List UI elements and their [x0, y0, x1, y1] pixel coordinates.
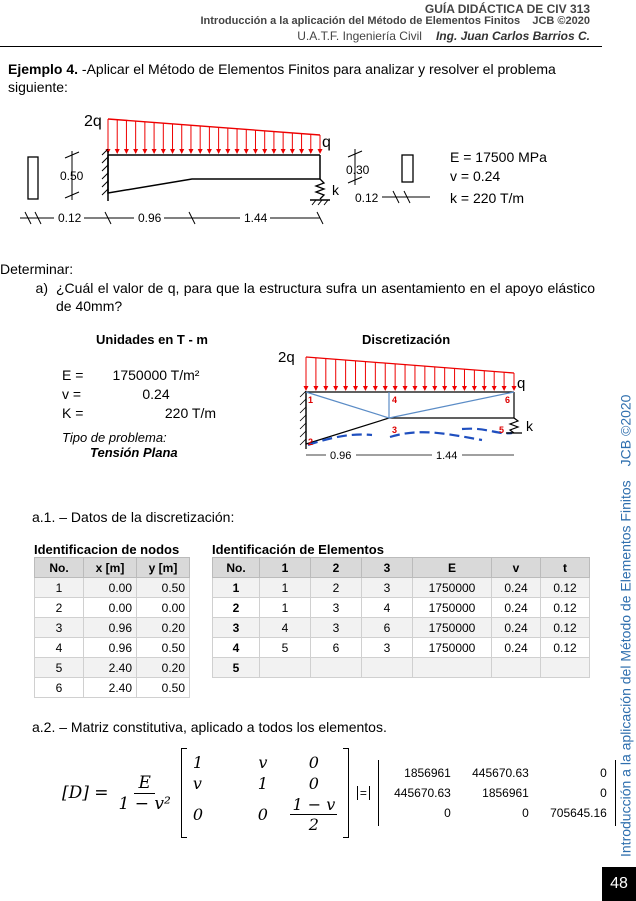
- element-cell: 1750000: [413, 598, 492, 618]
- element-cell: 0.12: [541, 598, 590, 618]
- element-cell: 0.24: [492, 638, 541, 658]
- element-cell: 1750000: [413, 618, 492, 638]
- problem-type-label: Tipo de problema:: [62, 430, 167, 445]
- unit-e-val: 1750000 T/m²: [112, 367, 200, 383]
- node-cell: 3: [35, 618, 84, 638]
- disc-load-arrow-head: [412, 386, 417, 391]
- node-cell: 0.00: [84, 578, 137, 598]
- element-row: [213, 658, 590, 678]
- matrix-row: [381, 784, 613, 802]
- section-a2: a.2. – Matriz constitutiva, aplicado a todos los elementos.: [32, 719, 387, 735]
- matrix-cell: 705645.16: [550, 806, 607, 820]
- question-text: ¿Cuál el valor de q, para que la estructura sufra un asentamiento en el apoyo elástico de 40mm?: [56, 280, 595, 314]
- load-arrow-head: [124, 149, 129, 154]
- header-title: GUÍA DIDÁCTICA DE CIV 313: [424, 2, 590, 16]
- nodes-col-x: x [m]: [84, 558, 137, 578]
- sym-33-num: 1 − v: [292, 794, 336, 814]
- disc-load-arrow-head: [492, 386, 497, 391]
- unit-k-val: 220 T/m: [164, 405, 216, 421]
- left-section: [28, 157, 38, 199]
- example-intro: [8, 60, 593, 96]
- el-col-e: E: [413, 558, 492, 578]
- node-cell: 0.50: [137, 638, 190, 658]
- node-cell: 0.20: [137, 658, 190, 678]
- load-arrow-head: [170, 149, 175, 154]
- header-rule: [0, 46, 602, 47]
- dim-1-44: 1.44: [244, 211, 268, 225]
- node-row: [35, 598, 190, 618]
- node-row: [35, 638, 190, 658]
- load-arrow-head: [225, 149, 230, 154]
- unit-v-key: v =: [62, 386, 82, 402]
- element-cell: 4: [260, 618, 311, 638]
- elements-table-caption: Identificación de Elementos: [212, 542, 384, 557]
- element-cell: 5: [213, 658, 260, 678]
- node-cell: 0.96: [84, 638, 137, 658]
- node-row: [35, 658, 190, 678]
- question-block: [0, 260, 595, 315]
- nodes-table-caption: Identificacion de nodos: [34, 542, 180, 557]
- dim-0-50: 0.50: [60, 169, 84, 183]
- load-arrow-head: [308, 149, 313, 154]
- el-col-3: 3: [362, 558, 413, 578]
- load-arrow-head: [188, 149, 193, 154]
- disc-load-arrow-head: [373, 386, 378, 391]
- discretization-load: [304, 357, 517, 391]
- disc-load-arrow-head: [383, 386, 388, 391]
- load-arrow-head: [152, 149, 157, 154]
- wall-hatch: [102, 149, 108, 195]
- beam: [108, 151, 320, 201]
- disc-dim-0-96: 0.96: [330, 450, 352, 462]
- unit-e-key: E =: [62, 367, 84, 383]
- mesh-diagonals: [306, 392, 514, 418]
- disc-load-arrow-head: [482, 386, 487, 391]
- element-cell: [260, 658, 311, 678]
- symbolic-matrix: [187, 752, 343, 835]
- element-cell: [541, 658, 590, 678]
- numeric-matrix: [378, 760, 616, 826]
- load-arrow-head: [262, 149, 267, 154]
- matrix-cell: 445670.63: [472, 766, 529, 780]
- load-arrow-head: [115, 149, 120, 154]
- node-cell: 2: [35, 598, 84, 618]
- load-arrow-head: [253, 149, 258, 154]
- disc-load-arrow-head: [512, 386, 517, 391]
- element-cell: 1750000: [413, 638, 492, 658]
- disc-load-arrow-head: [353, 386, 358, 391]
- load-arrow-head: [290, 149, 295, 154]
- unit-v-val: 0.24: [142, 386, 170, 402]
- element-cell: 5: [260, 638, 311, 658]
- load-arrow-head: [133, 149, 138, 154]
- el-col-2: 2: [311, 558, 362, 578]
- node-cell: 4: [35, 638, 84, 658]
- spring-support: [316, 179, 324, 199]
- right-section: [402, 155, 413, 182]
- node-cell: 0.50: [137, 678, 190, 698]
- disc-load-right: q: [517, 375, 526, 392]
- disc-load-arrow-head: [403, 386, 408, 391]
- el-col-v: v: [492, 558, 541, 578]
- example-text: -Aplicar el Método de Elementos Finitos para analizar y resolver el problema siguiente:: [8, 61, 556, 95]
- dim-0-12-right: 0.12: [355, 191, 379, 205]
- node-cell: 2.40: [84, 678, 137, 698]
- element-cell: 0.12: [541, 618, 590, 638]
- element-cell: [311, 658, 362, 678]
- element-cell: 6: [311, 638, 362, 658]
- side-copyright: JCB ©2020: [617, 394, 633, 467]
- sym-31: 0: [192, 804, 204, 824]
- disc-spring-label: k: [526, 418, 533, 434]
- disc-load-arrow-head: [313, 386, 318, 391]
- disc-load-arrow-head: [442, 386, 447, 391]
- header-subtitle: Introducción a la aplicación del Método de Elementos Finitos JCB ©2020: [200, 15, 590, 27]
- sym-11: 1: [192, 752, 204, 772]
- node-3: 3: [392, 425, 398, 435]
- node-cell: 6: [35, 678, 84, 698]
- element-cell: 6: [362, 618, 413, 638]
- element-row: [213, 578, 590, 598]
- discretization-figure: [272, 345, 547, 465]
- problem-figure: [10, 105, 595, 235]
- sym-12: v: [258, 752, 268, 772]
- unit-k-key: K =: [62, 405, 84, 421]
- element-row: [213, 638, 590, 658]
- deformed-shape: [308, 429, 512, 445]
- nodes-col-y: y [m]: [137, 558, 190, 578]
- node-cell: 5: [35, 658, 84, 678]
- node-cell: 2.40: [84, 658, 137, 678]
- matrix-factor-den: 1 − v²: [118, 793, 171, 814]
- node-cell: 0.00: [137, 598, 190, 618]
- disc-load-arrow-head: [452, 386, 457, 391]
- load-left-label: 2q: [84, 113, 102, 130]
- matrix-row: [381, 764, 613, 782]
- node-cell: 0.50: [137, 578, 190, 598]
- matrix-cell: 0: [600, 786, 607, 800]
- node-5: 5: [499, 425, 505, 435]
- dim-0-30: 0.30: [346, 163, 370, 177]
- matrix-equals: =: [357, 786, 370, 800]
- load-arrow-head: [281, 149, 286, 154]
- nodes-table-block: [34, 542, 190, 698]
- load-arrow-head: [179, 149, 184, 154]
- elements-table-block: [212, 542, 590, 678]
- load-arrow-head: [198, 149, 203, 154]
- node-row: [35, 618, 190, 638]
- element-cell: 1750000: [413, 578, 492, 598]
- side-caption: [617, 395, 633, 871]
- header-author-name: Ing. Juan Carlos Barrios C.: [435, 29, 590, 43]
- load-arrow-head: [216, 149, 221, 154]
- node-6: 6: [505, 395, 511, 405]
- constitutive-matrix: [62, 748, 616, 838]
- units-title: Unidades en T - m: [96, 332, 208, 347]
- dim-0-96: 0.96: [138, 211, 162, 225]
- node-cell: 1: [35, 578, 84, 598]
- sym-33: [285, 794, 343, 835]
- node-1: 1: [308, 395, 314, 405]
- el-col-t: t: [541, 558, 590, 578]
- element-cell: 0.12: [541, 578, 590, 598]
- prop-v: v = 0.24: [450, 168, 501, 184]
- header-university: U.A.T.F. Ingeniería Civil: [297, 29, 422, 43]
- element-cell: 0.24: [492, 618, 541, 638]
- prop-k: k = 220 T/m: [450, 190, 525, 206]
- load-arrow-head: [299, 149, 304, 154]
- element-cell: [362, 658, 413, 678]
- spring-label: k: [332, 182, 339, 198]
- matrix-cell: 445670.63: [394, 786, 451, 800]
- sym-32: 0: [257, 804, 268, 824]
- matrix-cell: 0: [600, 766, 607, 780]
- node-row: [35, 678, 190, 698]
- dim-0-12-left: 0.12: [58, 211, 82, 225]
- disc-dim-1-44: 1.44: [436, 450, 458, 462]
- load-arrow-head: [235, 149, 240, 154]
- node-cell: 0.20: [137, 618, 190, 638]
- discretization-title: Discretización: [362, 332, 451, 347]
- element-cell: 3: [311, 618, 362, 638]
- disc-load-arrow-head: [343, 386, 348, 391]
- element-cell: 4: [362, 598, 413, 618]
- el-col-1: 1: [260, 558, 311, 578]
- nodes-col-no: No.: [35, 558, 84, 578]
- element-cell: 3: [213, 618, 260, 638]
- disc-load-arrow-head: [432, 386, 437, 391]
- node-4: 4: [392, 395, 398, 405]
- element-row: [213, 618, 590, 638]
- node-cell: 0.96: [84, 618, 137, 638]
- element-cell: 2: [311, 578, 362, 598]
- element-cell: [492, 658, 541, 678]
- disc-load-arrow-head: [472, 386, 477, 391]
- el-col-no: No.: [213, 558, 260, 578]
- disc-load-arrow-head: [333, 386, 338, 391]
- sym-13: 0: [308, 752, 319, 772]
- load-arrow-head: [207, 149, 212, 154]
- matrix-cell: 0: [522, 806, 529, 820]
- element-cell: 3: [311, 598, 362, 618]
- node-row: [35, 578, 190, 598]
- load-arrow-head: [244, 149, 249, 154]
- element-cell: 3: [362, 638, 413, 658]
- sym-21: v: [192, 773, 202, 793]
- disc-load-arrow-head: [393, 386, 398, 391]
- disc-load-arrow-head: [304, 386, 309, 391]
- element-cell: 1: [260, 578, 311, 598]
- element-cell: 1: [260, 598, 311, 618]
- disc-load-arrow-head: [363, 386, 368, 391]
- page-number: 48: [602, 867, 636, 901]
- element-cell: 0.24: [492, 578, 541, 598]
- side-title: Introducción a la aplicación del Método de Elementos Finitos: [617, 480, 633, 857]
- prop-e: E = 17500 MPa: [450, 149, 547, 165]
- load-arrow-head: [142, 149, 147, 154]
- sym-22: 1: [257, 773, 268, 793]
- node-cell: 0.00: [84, 598, 137, 618]
- header-author: [297, 29, 590, 43]
- sym-33-den: 2: [308, 814, 319, 834]
- disc-spring: [510, 418, 518, 433]
- element-cell: 2: [213, 598, 260, 618]
- node-2: 2: [308, 437, 314, 447]
- matrix-cell: 1856961: [404, 766, 451, 780]
- determinar-label: Determinar:: [0, 261, 74, 277]
- problem-type-value: Tensión Plana: [90, 445, 178, 460]
- element-cell: 0.12: [541, 638, 590, 658]
- matrix-lhs: [D] =: [62, 783, 109, 803]
- load-right-label: q: [322, 134, 331, 151]
- disc-load-left: 2q: [278, 349, 295, 366]
- question-letter: a): [35, 280, 48, 296]
- distributed-load: [106, 119, 323, 154]
- section-a1: a.1. – Datos de la discretización:: [32, 509, 235, 525]
- nodes-table: [34, 557, 190, 698]
- disc-load-arrow-head: [422, 386, 427, 391]
- element-row: [213, 598, 590, 618]
- element-cell: 0.24: [492, 598, 541, 618]
- load-arrow-head: [271, 149, 276, 154]
- matrix-factor: [115, 773, 175, 814]
- example-label: Ejemplo 4.: [8, 61, 79, 77]
- elements-table: [212, 557, 590, 678]
- disc-load-arrow-head: [462, 386, 467, 391]
- matrix-row: [381, 804, 613, 822]
- disc-load-arrow-head: [502, 386, 507, 391]
- element-cell: 4: [213, 638, 260, 658]
- matrix-cell: 1856961: [482, 786, 529, 800]
- matrix-cell: 0: [444, 806, 451, 820]
- sym-23: 0: [308, 773, 319, 793]
- element-cell: [413, 658, 492, 678]
- element-cell: 3: [362, 578, 413, 598]
- element-cell: 1: [213, 578, 260, 598]
- matrix-factor-num: E: [134, 773, 154, 794]
- nodes-header-row: [35, 558, 190, 578]
- units-box: [62, 332, 262, 460]
- disc-load-arrow-head: [323, 386, 328, 391]
- load-arrow-head: [161, 149, 166, 154]
- elements-header-row: [213, 558, 590, 578]
